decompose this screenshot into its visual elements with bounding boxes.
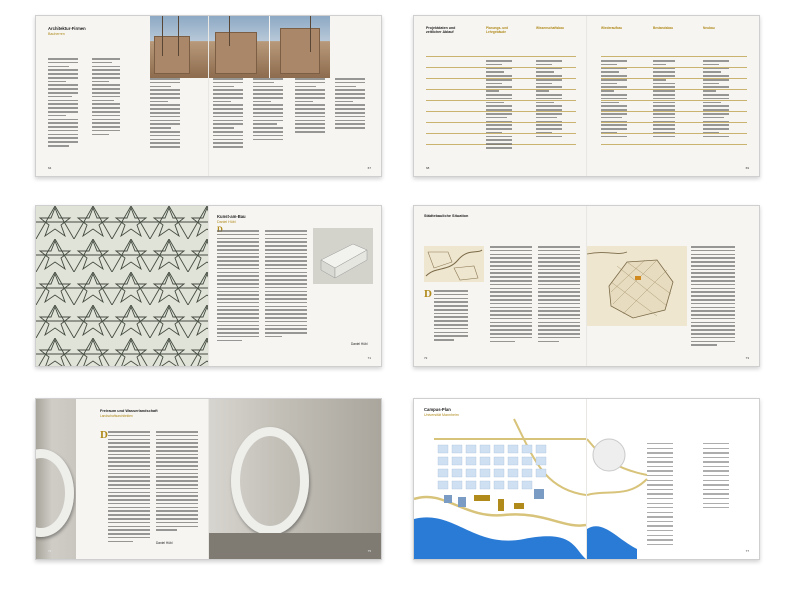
table-values: [653, 60, 675, 139]
spread-art: [35, 205, 382, 367]
credits-column: [92, 58, 120, 137]
page-right: [209, 399, 381, 559]
body-text: [434, 290, 468, 343]
body-text: [265, 230, 307, 340]
page-left: [36, 16, 208, 176]
page-left: [414, 16, 586, 176]
map-legend: [703, 443, 729, 512]
page-number: 69: [745, 166, 749, 170]
image-credit: Daniel Hübl: [351, 342, 368, 346]
old-map-large: [587, 246, 687, 326]
image-credit: Daniel Hübl: [156, 541, 173, 545]
page-right: [209, 16, 381, 176]
page-number: 77: [745, 549, 749, 553]
body-text: [691, 246, 735, 348]
column-header: Wissenschaftsbau: [536, 26, 564, 30]
body-text: [156, 431, 198, 533]
credits-column: [150, 78, 180, 150]
page-subtitle: Daniel Hübl: [217, 220, 236, 224]
spread-freiraum: [35, 398, 382, 560]
star-pattern-photo: [36, 206, 208, 366]
campus-map-right: [587, 399, 759, 559]
page-number: 72: [424, 356, 428, 360]
page-right: [209, 206, 381, 366]
credits-column: [253, 78, 283, 142]
page-title: Städtebauliche Situation: [424, 214, 469, 218]
body-text: [538, 246, 580, 344]
table-values: [601, 60, 627, 139]
construction-photo: [270, 16, 330, 78]
page-subtitle: Universität Mannheim: [424, 413, 459, 417]
page-right: [587, 399, 759, 559]
table-values: [486, 60, 512, 151]
credits-column: [48, 58, 78, 149]
page-title: Architektur-Firmen: [48, 26, 86, 31]
map-legend: [647, 443, 673, 548]
page-title: Kunst-am-Bau: [217, 214, 246, 219]
table-values: [703, 60, 729, 139]
spread-project-data: [413, 15, 760, 177]
sculpture-photo: [313, 228, 373, 284]
page-number: 64: [48, 166, 52, 170]
page-left: [414, 206, 586, 366]
old-map-small: [424, 246, 484, 282]
page-number: 74: [48, 549, 52, 553]
table-values: [536, 60, 562, 139]
body-text: [217, 230, 259, 343]
page-title: Freiraum und Wasserlandschaft: [100, 409, 158, 413]
page-number: 67: [367, 166, 371, 170]
page-number: 71: [367, 356, 371, 360]
drop-cap: D: [424, 288, 432, 300]
column-header: Wiederaufbau: [601, 26, 623, 30]
column-header: Planungs- und Lehrgebäude: [486, 26, 509, 34]
body-text: [490, 246, 532, 344]
ring-sculpture-photo: [36, 399, 76, 559]
spread-city-map: [413, 205, 760, 367]
campus-map-left: [414, 399, 586, 559]
construction-photo: [209, 16, 269, 78]
spread-firms: [35, 15, 382, 177]
drop-cap: D: [100, 429, 108, 441]
column-header: Bestandsbau: [653, 26, 674, 30]
page-right: [587, 206, 759, 366]
page-subtitle: Bauherren: [48, 32, 65, 36]
page-title: Campus-Plan: [424, 407, 451, 412]
star-pattern: [36, 206, 208, 366]
credits-column: [213, 78, 243, 150]
spread-campus-plan: [413, 398, 760, 560]
body-text: [108, 431, 150, 544]
credits-column: [335, 78, 365, 131]
page-number: 73: [745, 356, 749, 360]
page-title: Projektdaten und zeitlicher Ablauf: [426, 26, 456, 35]
page-subtitle: Landschaftsarchitekten: [100, 414, 133, 418]
page-left: [414, 399, 586, 559]
ring-sculpture-photo: [209, 399, 381, 559]
construction-photo: [150, 16, 208, 78]
page-number: 75: [367, 549, 371, 553]
column-header: Neubau: [703, 26, 715, 30]
page-left: [36, 399, 208, 559]
page-right: [587, 16, 759, 176]
credits-column: [295, 78, 325, 135]
page-number: 68: [426, 166, 430, 170]
